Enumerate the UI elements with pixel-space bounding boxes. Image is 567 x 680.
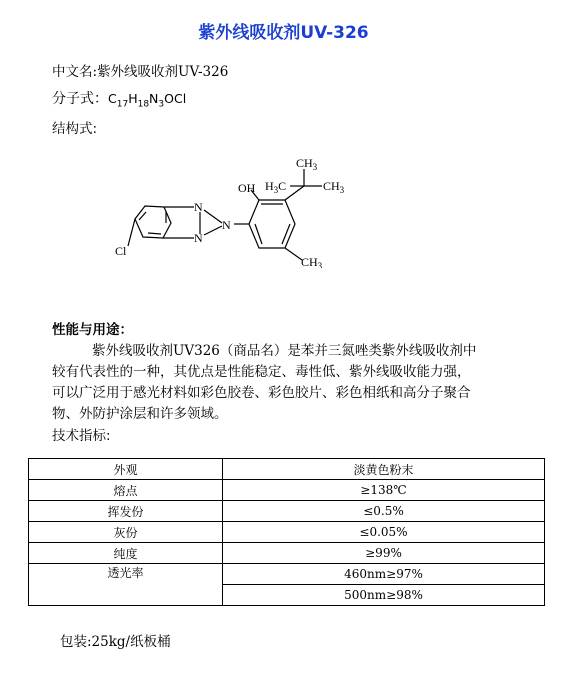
atom-cl: Cl: [115, 244, 127, 258]
usage-line: 较有代表性的一种，其优点是性能稳定、毒性低、紫外线吸收能力强，: [52, 364, 471, 380]
formula-label: 分子式：: [52, 91, 108, 107]
chloro-bond: [128, 219, 135, 246]
atom-n3: N: [194, 231, 203, 245]
spec-key: 纯度: [29, 543, 223, 564]
usage-paragraph: [52, 341, 544, 425]
molecular-formula: $C_{17}H_{18}N_3OCl$: [108, 91, 187, 110]
spec-key: 灰份: [29, 522, 223, 543]
spec-value: ≤0.05%: [223, 522, 545, 543]
usage-line: 可以广泛用于感光材料如彩色胶卷、彩色胶片、彩色相纸和高分子聚合: [52, 385, 471, 401]
specs-table: [28, 458, 545, 606]
atom-oh: OH: [238, 181, 256, 195]
structure-label: 结构式:: [52, 121, 98, 137]
atom-ch3-top: $CH_3$: [296, 156, 318, 172]
formula-line: [52, 88, 186, 110]
structural-formula: [108, 150, 358, 268]
spec-value: ≥99%: [223, 543, 545, 564]
table-row: [29, 522, 545, 543]
tert-butyl-bond: [285, 186, 304, 200]
page-title: 紫外线吸收剂UV-326: [198, 23, 369, 43]
table-row: [29, 501, 545, 522]
usage-line: 物、外防护涂层和许多领域。: [52, 406, 228, 422]
packaging-line: 包装:25kg/纸板桶: [60, 634, 171, 650]
chinese-name-value: 紫外线吸收剂UV-326: [97, 64, 229, 80]
phenol-ring-bonds: [249, 200, 295, 248]
spec-value: ≥138℃: [223, 480, 545, 501]
atom-n2: N: [222, 218, 231, 232]
atom-ch3-right: $CH_3$: [323, 179, 345, 195]
usage-line: 紫外线吸收剂UV326（商品名）是苯并三氮唑类紫外线吸收剂中: [92, 343, 477, 359]
spec-key: 挥发份: [29, 501, 223, 522]
specs-heading: 技术指标:: [52, 428, 111, 444]
spec-key: 熔点: [29, 480, 223, 501]
spec-value: 460nm≥97%: [223, 564, 545, 585]
chinese-name-line: [52, 60, 228, 80]
atom-ch3-bottom: $CH_3$: [301, 255, 323, 268]
atom-n1: N: [194, 200, 203, 214]
atom-h3c: $H_3C$: [265, 179, 287, 195]
spec-value: ≤0.5%: [223, 501, 545, 522]
table-row: [29, 480, 545, 501]
spec-key: 外观: [29, 459, 223, 480]
benzo-ring-inner-bond: [148, 233, 161, 234]
spec-key: 透光率: [29, 564, 223, 606]
chinese-name-label: 中文名:: [52, 64, 98, 80]
triazole-bond: [204, 210, 222, 223]
usage-heading: 性能与用途：: [52, 322, 133, 338]
phenol-ring-inner-bond: [282, 224, 290, 244]
table-row: [29, 459, 545, 480]
table-row: [29, 564, 545, 585]
spec-value: 500nm≥98%: [223, 585, 545, 606]
spec-value: 淡黄色粉末: [223, 459, 545, 480]
table-row: [29, 543, 545, 564]
methyl-bond: [285, 248, 302, 260]
triazole-bond: [204, 226, 222, 235]
